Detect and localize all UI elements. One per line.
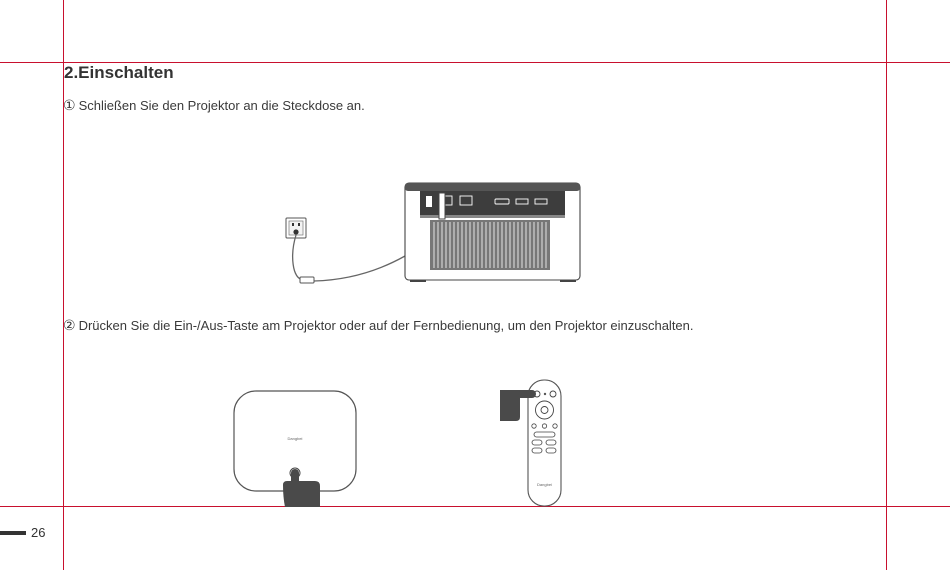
power-connection-illustration [270, 180, 590, 290]
cable-plug-icon [300, 277, 314, 283]
projector-rear-icon [405, 183, 580, 282]
remote-brand-mark: Dangbei [537, 482, 552, 487]
remote-control-icon [528, 380, 561, 506]
step-2-text: Drücken Sie die Ein-/Aus-Taste am Projektor oder auf der Fernbedienung, um den Projektor einzuschalten. [78, 318, 694, 333]
projector-top-illustration [225, 385, 365, 507]
page-number-bar [0, 531, 26, 535]
step-2 [63, 317, 694, 334]
step-1 [63, 97, 365, 114]
page-number: 26 [31, 525, 46, 540]
step-2-marker: ② [63, 317, 76, 333]
crop-guide-left [63, 0, 64, 570]
step-1-text: Schließen Sie den Projektor an die Steckdose an. [78, 98, 365, 113]
remote-control-illustration [498, 375, 568, 507]
crop-guide-right [886, 0, 887, 570]
projector-brand-mark: Dangbei [287, 436, 303, 441]
crop-guide-bottom [0, 506, 950, 507]
section-title: 2.Einschalten [64, 63, 174, 82]
step-1-marker: ① [63, 97, 76, 113]
